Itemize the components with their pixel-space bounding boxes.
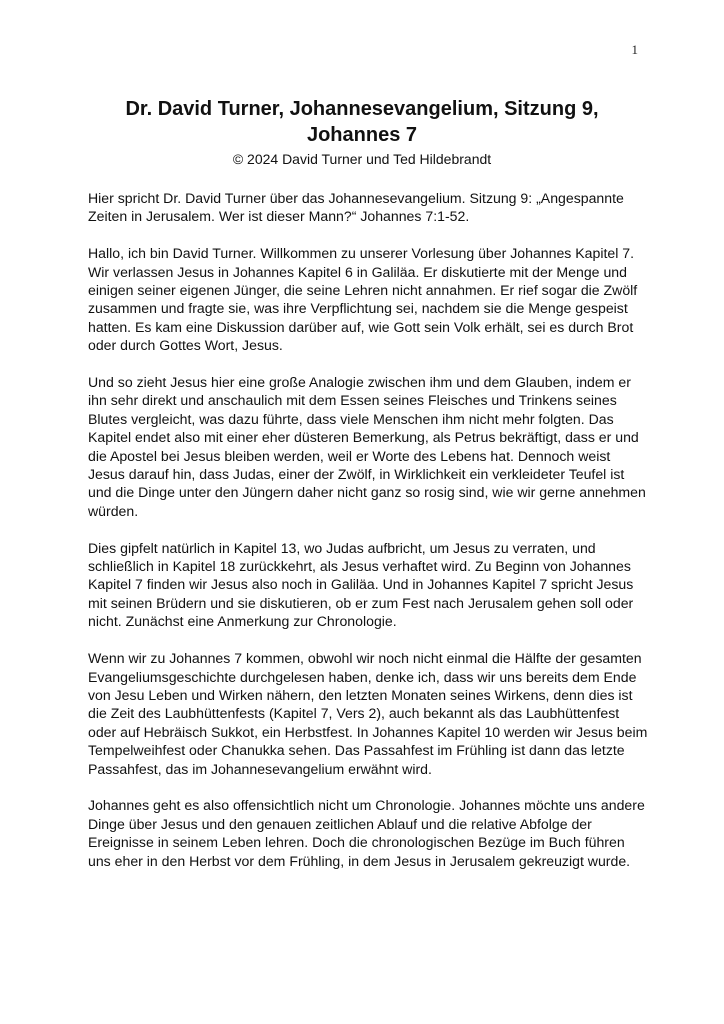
title-line-1: Dr. David Turner, Johannesevangelium, Sitzung 9, [125, 98, 599, 120]
title-line-2: Johannes 7 [306, 124, 418, 146]
paragraph-intro: Hier spricht Dr. David Turner über das Johannesevangelium. Sitzung 9: „Angespannte Zeiten in Jerusalem. Wer ist dieser Mann?“ Johannes 7:1-52. [88, 190, 624, 225]
document-title [60, 96, 664, 148]
copyright-notice: © 2024 David Turner und Ted Hildebrandt [232, 151, 492, 167]
page-number: 1 [631, 42, 638, 57]
paragraph: Und so zieht Jesus hier eine große Analogie zwischen ihm und dem Glauben, indem er ihn sehr direkt und anschaulich mit dem Essen seines Fleisches und Trinkens seines Blutes vergleicht, was dazu führte, dass viele Menschen ihm nicht mehr folgten. Das Kapitel endet also mit einer eher düsteren Bemerkung, als Petrus bekräftigt, dass er und die Apostel bei Jesus bleiben werden, weil er Worte des Lebens hat. Dennoch weist Jesus darauf hin, dass Judas, einer der Zwölf, in Wirklichkeit ein verkleideter Teufel ist und die Dinge unter den Jüngern daher nicht ganz so rosig sind, wie wir gerne annehmen würden. [88, 374, 646, 519]
paragraph: Wenn wir zu Johannes 7 kommen, obwohl wir noch nicht einmal die Hälfte der gesamten Evangeliumsgeschichte durchgelesen haben, denke ich, dass wir uns bereits dem Ende von Jesu Leben und Wirken nähern, den letzten Monaten seines Wirkens, denn dies ist die Zeit des Laubhüttenfests (Kapitel 7, Vers 2), auch bekannt als das Laubhüttenfest oder auf Hebräisch Sukkot, ein Herbstfest. In Johannes Kapitel 10 werden wir Jesus beim Tempelweihfest oder Chanukka sehen. Das Passahfest im Frühling ist dann das letzte Passahfest, das im Johannesevangelium erwähnt wird. [88, 650, 648, 777]
paragraph: Dies gipfelt natürlich in Kapitel 13, wo Judas aufbricht, um Jesus zu verraten, und schließlich in Kapitel 18 zurückkehrt, als Jesus verhaftet wird. Zu Beginn von Johannes Kapitel 7 finden wir Jesus also noch in Galiläa. Und in Johannes Kapitel 7 spricht Jesus mit seinen Brüdern und sie diskutieren, ob er zum Fest nach Jerusalem gehen soll oder nicht. Zunächst eine Anmerkung zur Chronologie. [88, 539, 634, 630]
paragraph: Hallo, ich bin David Turner. Willkommen zu unserer Vorlesung über Johannes Kapitel 7. Wir verlassen Jesus in Johannes Kapitel 6 in Galiläa. Er diskutierte mit der Menge und einigen seiner eigenen Jünger, die seine Lehren nicht annahmen. Er rief sogar die Zwölf zusammen und fragte sie, was ihre Verpflichtung sei, nachdem sie die Menge gespeist hatten. Es kam eine Diskussion darüber auf, wie Gott sein Volk erhält, sei es durch Brot oder durch Gottes Wort, Jesus. [88, 245, 638, 354]
document-body [88, 189, 648, 888]
paragraph: Johannes geht es also offensichtlich nicht um Chronologie. Johannes möchte uns andere Dinge über Jesus und den genauen zeitlichen Ablauf und die relative Abfolge der Ereignisse in seinem Leben lehren. Doch die chronologischen Bezüge im Buch führen uns eher in den Herbst vor dem Frühling, in dem Jesus in Jerusalem gekreuzigt wurde. [88, 797, 645, 869]
